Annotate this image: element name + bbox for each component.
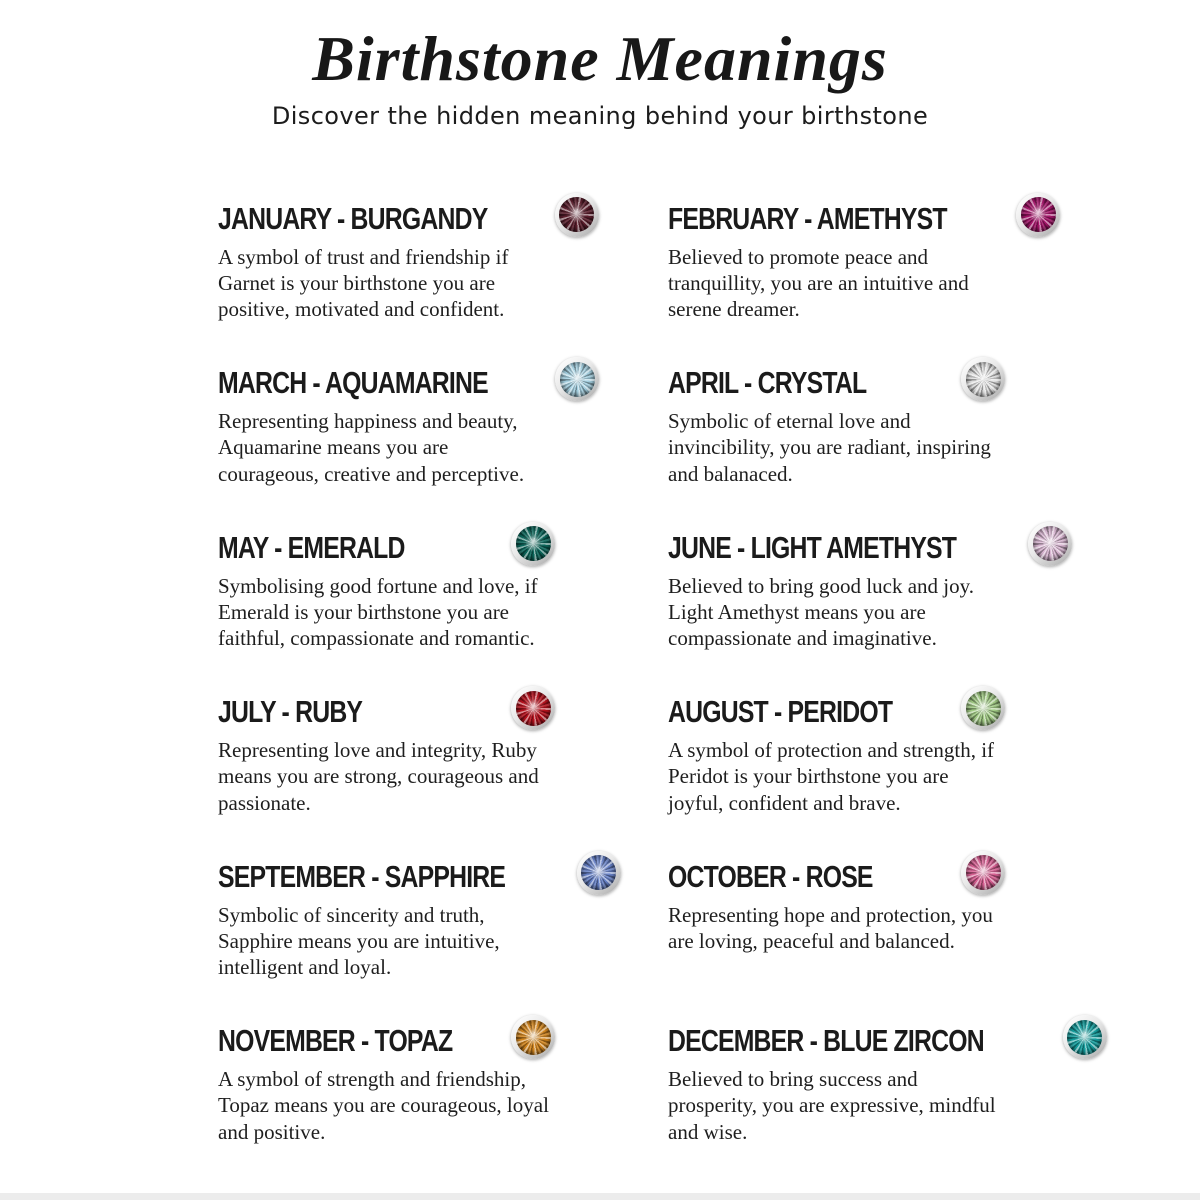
entry-description: Representing love and integrity, Ruby means you are strong, courageous and passionate.: [218, 738, 539, 815]
entry-header: [668, 521, 1005, 569]
entry-may: [218, 521, 555, 686]
entry-february: [668, 192, 1005, 357]
entry-september: [218, 850, 555, 1015]
entry-description: Symbolic of sincerity and truth, Sapphire means you are intuitive, intelligent and loyal.: [218, 902, 500, 980]
entry-title: MARCH - AQUAMARINE: [218, 365, 488, 401]
entry-title: OCTOBER - ROSE: [668, 858, 873, 894]
entry-description: Believed to bring good luck and joy. Light Amethyst means you are compassionate and imaginative.: [668, 573, 974, 651]
entry-title: NOVEMBER - TOPAZ: [218, 1023, 453, 1059]
entry-title: AUGUST - PERIDOT: [668, 694, 893, 730]
entry-november: [218, 1014, 555, 1179]
entry-description: Symbolising good fortune and love, if Emerald is your birthstone you are faithful, compassionate and romantic.: [218, 573, 538, 651]
entry-january: [218, 192, 555, 357]
emerald-gem-icon: [511, 522, 555, 566]
entry-description: A symbol of trust and friendship if Garnet is your birthstone you are positive, motivated and confident.: [218, 244, 509, 322]
blue-zircon-gem-icon: [1063, 1015, 1107, 1059]
entry-description: Representing happiness and beauty, Aquamarine means you are courageous, creative and perceptive.: [218, 409, 525, 486]
entry-title: JUNE - LIGHT AMETHYST: [668, 529, 957, 565]
entry-description: Representing hope and protection, you are loving, peaceful and balanced.: [668, 902, 993, 953]
crystal-gem-icon: [961, 357, 1005, 401]
sapphire-gem-icon: [577, 851, 621, 895]
aquamarine-gem-icon: [555, 357, 599, 401]
entry-title: JULY - RUBY: [218, 694, 363, 730]
entry-description: A symbol of strength and friendship, Topaz means you are courageous, loyal and positive.: [218, 1067, 549, 1144]
entry-header: [668, 192, 1005, 240]
entry-header: [218, 850, 555, 898]
burgundy-garnet-gem-icon: [555, 193, 599, 237]
entry-title: DECEMBER - BLUE ZIRCON: [668, 1023, 984, 1059]
birthstone-grid: [218, 192, 1005, 1179]
entry-title: MAY - EMERALD: [218, 529, 405, 565]
entry-title: SEPTEMBER - SAPPHIRE: [218, 858, 506, 894]
rose-gem-icon: [961, 851, 1005, 895]
entry-april: [668, 356, 1005, 521]
page-bottom-edge: [0, 1193, 1200, 1200]
topaz-gem-icon: [511, 1015, 555, 1059]
amethyst-gem-icon: [1016, 193, 1060, 237]
page-subtitle: Discover the hidden meaning behind your birthstone: [271, 101, 929, 130]
entry-title: APRIL - CRYSTAL: [668, 365, 867, 401]
page-header: [0, 0, 1200, 130]
entry-title: JANUARY - BURGANDY: [218, 200, 488, 236]
entry-header: [218, 192, 555, 240]
entry-header: [218, 521, 555, 569]
entry-july: [218, 685, 555, 850]
entry-march: [218, 356, 555, 521]
entry-header: [218, 685, 555, 733]
entry-description: Believed to bring success and prosperity, you are expressive, mindful and wise.: [668, 1067, 996, 1144]
entry-header: [668, 685, 1005, 733]
entry-description: Symbolic of eternal love and invincibility, you are radiant, inspiring and balanaced.: [668, 409, 991, 486]
entry-october: [668, 850, 1005, 1015]
light-amethyst-gem-icon: [1028, 522, 1072, 566]
entry-title: FEBRUARY - AMETHYST: [668, 200, 947, 236]
entry-header: [668, 1014, 1005, 1062]
entry-header: [668, 356, 1005, 404]
entry-header: [668, 850, 1005, 898]
entry-description: A symbol of protection and strength, if Peridot is your birthstone you are joyful, confident and brave.: [668, 738, 995, 815]
ruby-gem-icon: [511, 686, 555, 730]
peridot-gem-icon: [961, 686, 1005, 730]
page-title: Birthstone Meanings: [312, 23, 888, 94]
entry-header: [218, 356, 555, 404]
entry-description: Believed to promote peace and tranquillity, you are an intuitive and serene dreamer.: [668, 244, 969, 322]
entry-august: [668, 685, 1005, 850]
entry-june: [668, 521, 1005, 686]
entry-header: [218, 1014, 555, 1062]
entry-december: [668, 1014, 1005, 1179]
